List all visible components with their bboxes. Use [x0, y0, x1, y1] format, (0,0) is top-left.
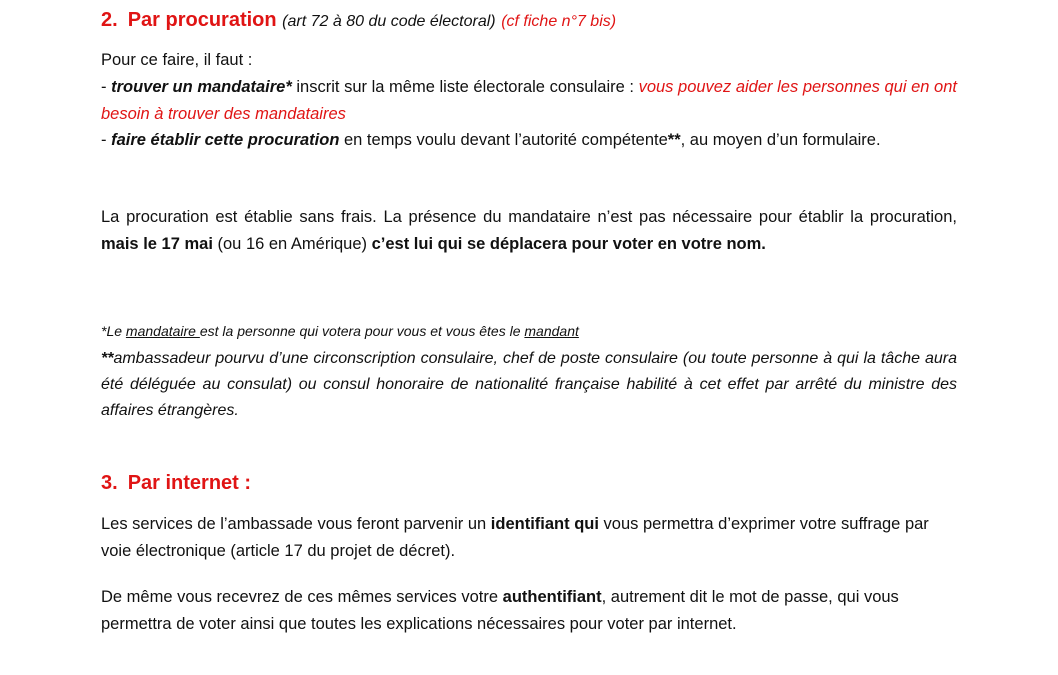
section-2-intro [101, 47, 957, 74]
para-text-2: (ou 16 en Amérique) [212, 234, 372, 253]
item-1-red-text: vous pouvez aider les personnes qui en ont besoin à trouver des mandataires [101, 78, 957, 123]
section-2-number: 2. [101, 9, 118, 31]
item-1-bold: trouver un mandataire* [111, 78, 292, 96]
section-3-number: 3. [101, 472, 118, 494]
section-3-paragraph-2 [101, 584, 931, 637]
section-2-reference: (cf fiche n°7 bis) [501, 13, 617, 30]
item-2-bold: faire établir cette procuration [111, 131, 340, 149]
item-2-text-2: , au moyen d’un formulaire. [680, 131, 881, 149]
section-2-item-2 [101, 127, 957, 154]
intro-text: Pour ce faire, il faut : [101, 51, 253, 69]
item-2-dash: - [101, 131, 112, 149]
section-2-item-1 [101, 74, 957, 127]
footnote-1 [101, 321, 957, 341]
section-3-paragraph-1 [101, 511, 931, 564]
p2-text-1: De même vous recevrez de ces mêmes services votre [101, 588, 503, 606]
section-2-paragraph [101, 204, 957, 257]
item-1-dash: - [101, 78, 112, 96]
section-2-subtitle: (art 72 à 80 du code électoral) [282, 13, 496, 30]
item-2-text-1: en temps voulu devant l’autorité compétente [339, 131, 668, 149]
p1-text-1: Les services de l’ambassade vous feront parvenir un [101, 515, 491, 533]
note-2-stars: ** [101, 350, 114, 367]
p1-text-2: vous permettra d’exprimer votre suffrage par voie électronique (article 17 du projet de décret). [101, 515, 929, 560]
item-1-text: inscrit sur la même liste électorale consulaire : [291, 78, 639, 96]
section-3-title: Par internet : [127, 472, 252, 494]
para-bold-1: mais le 17 mai [101, 234, 213, 253]
item-2-stars: ** [667, 131, 681, 149]
note-1-mandataire: mandataire [125, 323, 200, 339]
note-1-text: est la personne qui votera pour vous et vous êtes le [199, 323, 525, 339]
footnote-2 [101, 346, 957, 424]
note-2-text: ambassadeur pourvu d’une circonscription consulaire, chef de poste consulaire (ou toute personne à qui la tâche aura été déléguée au consulat) ou consul honoraire de nationalité française habilité à cet effet par arrêté du ministre des affaires étrangères. [101, 350, 957, 419]
p1-bold: identifiant qui [490, 515, 599, 533]
section-2-title: Par procuration [127, 9, 277, 31]
para-bold-2: c’est lui qui se déplacera pour voter en votre nom. [371, 234, 766, 253]
note-1-prefix: *Le [101, 323, 126, 339]
p2-bold: authentifiant [502, 588, 602, 606]
section-3-heading [101, 470, 957, 496]
p2-text-2: , autrement dit le mot de passe, qui vous permettra de voter ainsi que toutes les explications nécessaires pour voter par internet. [101, 588, 899, 633]
note-1-mandant: mandant [524, 323, 579, 339]
para-text-1: La procuration est établie sans frais. La présence du mandataire n’est pas nécessaire pour établir la procuration, [101, 208, 957, 226]
section-2-heading [101, 7, 957, 35]
